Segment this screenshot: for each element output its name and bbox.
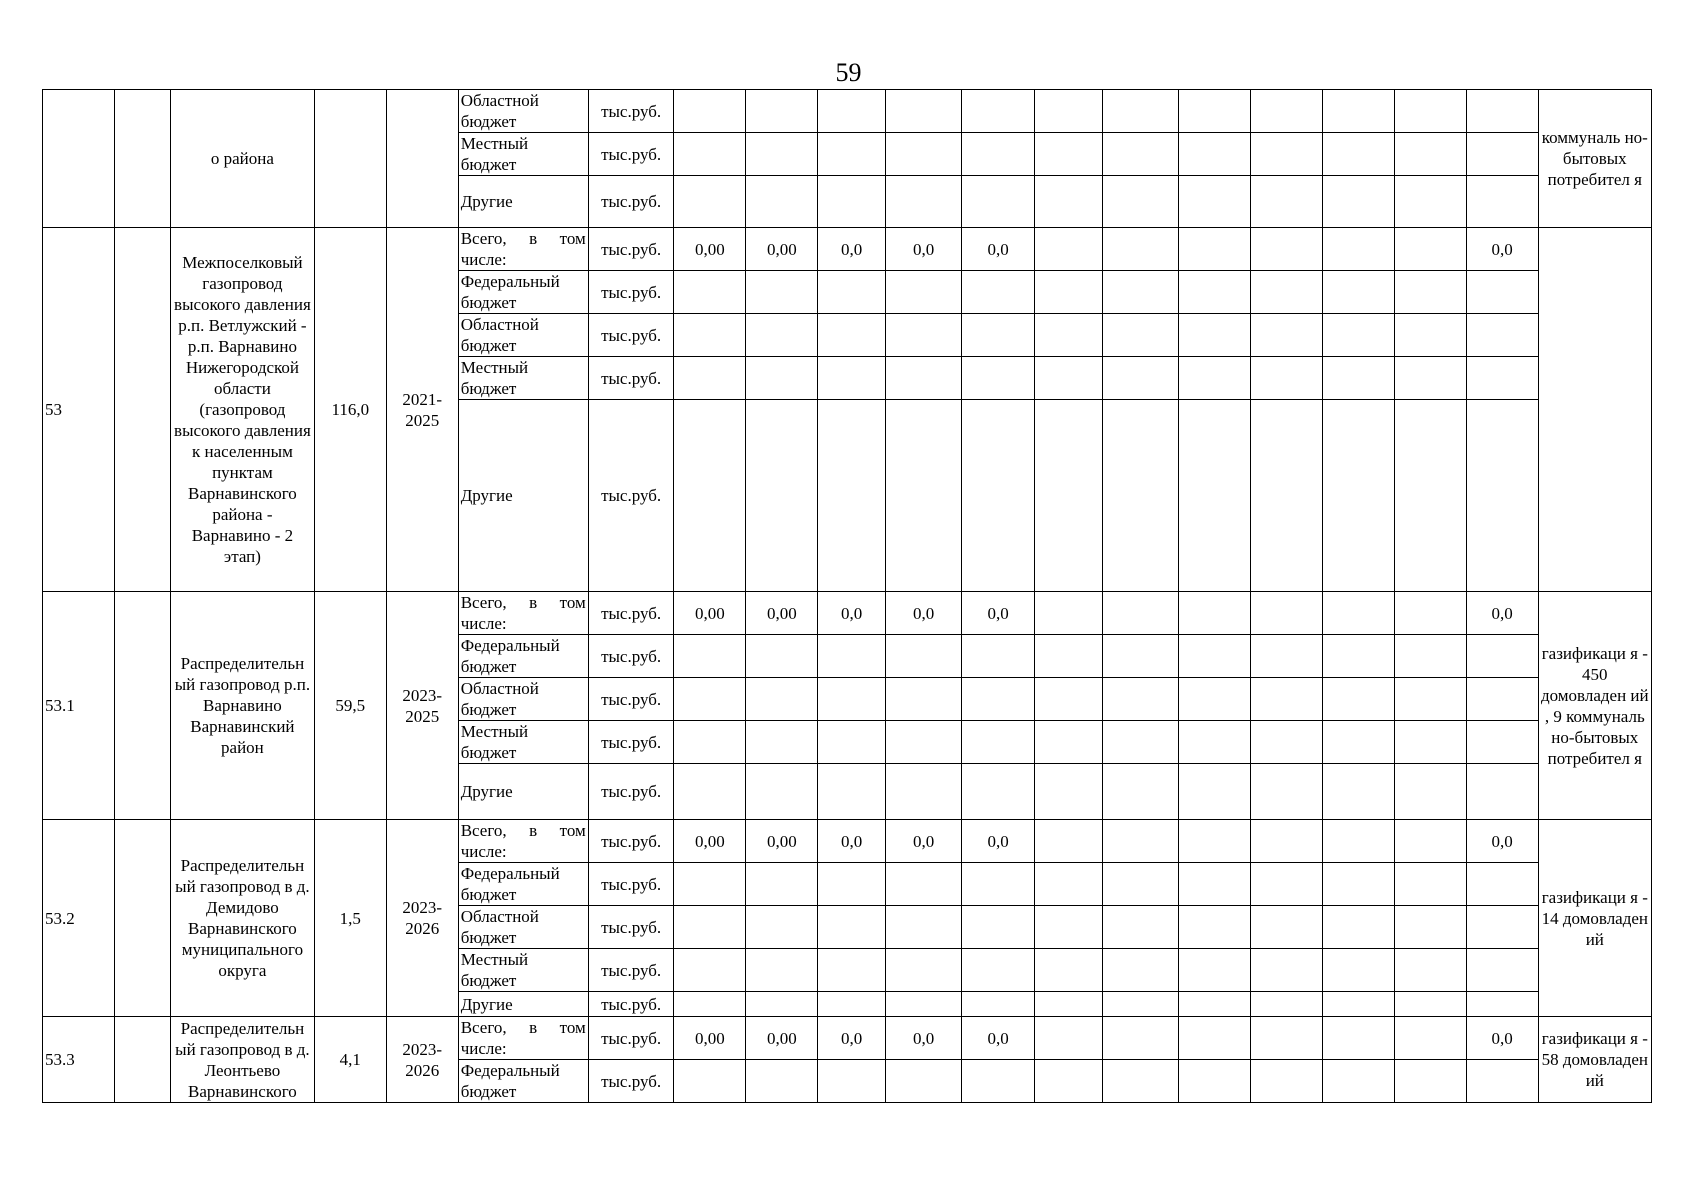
unit-label: тыс.руб. bbox=[588, 271, 674, 314]
page-number: 59 bbox=[835, 58, 862, 87]
source-label: Федеральный бюджет bbox=[458, 271, 588, 314]
object-length: 4,1 bbox=[314, 1017, 386, 1103]
value-cell: 0,00 bbox=[746, 1017, 818, 1060]
object-period: 2023-2026 bbox=[386, 820, 458, 1017]
value-cell: 0,0 bbox=[962, 228, 1035, 271]
result-description bbox=[1538, 228, 1651, 592]
row-number: 53.3 bbox=[43, 1017, 115, 1103]
row-number: 53.2 bbox=[43, 820, 115, 1017]
result-description: газификаци я - 58 домовладен ий bbox=[1538, 1017, 1651, 1103]
value-cell: 0,00 bbox=[674, 592, 746, 635]
value-total-cell: 0,0 bbox=[1466, 592, 1538, 635]
unit-label: тыс.руб. bbox=[588, 863, 674, 906]
source-label: Местный бюджет bbox=[458, 133, 588, 176]
source-label: Другие bbox=[458, 764, 588, 820]
source-label: Другие bbox=[458, 400, 588, 592]
value-cell: 0,00 bbox=[674, 228, 746, 271]
unit-label: тыс.руб. bbox=[588, 133, 674, 176]
value-cell: 0,00 bbox=[674, 1017, 746, 1060]
unit-label: тыс.руб. bbox=[588, 1060, 674, 1103]
source-label: Другие bbox=[458, 992, 588, 1017]
table-row bbox=[43, 820, 1652, 863]
row-number: 53 bbox=[43, 228, 115, 592]
unit-label: тыс.руб. bbox=[588, 635, 674, 678]
value-cell: 0,00 bbox=[746, 228, 818, 271]
unit-label: тыс.руб. bbox=[588, 764, 674, 820]
unit-label: тыс.руб. bbox=[588, 721, 674, 764]
source-label-total: Всего, в том числе: bbox=[458, 228, 588, 271]
value-total-cell: 0,0 bbox=[1466, 228, 1538, 271]
source-label: Местный бюджет bbox=[458, 949, 588, 992]
unit-label: тыс.руб. bbox=[588, 228, 674, 271]
result-description: газификаци я - 14 домовладен ий bbox=[1538, 820, 1651, 1017]
unit-label: тыс.руб. bbox=[588, 820, 674, 863]
row-number: 53.1 bbox=[43, 592, 115, 820]
value-cell: 0,0 bbox=[818, 820, 886, 863]
unit-label: тыс.руб. bbox=[588, 592, 674, 635]
source-label: Областной бюджет bbox=[458, 90, 588, 133]
table-row bbox=[43, 228, 1652, 271]
object-name: Распределительн ый газопровод р.п. Варнавино Варнавинский район bbox=[170, 592, 314, 820]
source-label: Федеральный бюджет bbox=[458, 863, 588, 906]
result-description: коммуналь но-бытовых потребител я bbox=[1538, 90, 1651, 228]
source-label-total: Всего, в том числе: bbox=[458, 820, 588, 863]
value-cell: 0,0 bbox=[818, 1017, 886, 1060]
value-cell: 0,0 bbox=[818, 228, 886, 271]
source-label: Местный бюджет bbox=[458, 721, 588, 764]
object-length: 1,5 bbox=[314, 820, 386, 1017]
budget-table bbox=[42, 89, 1652, 1103]
value-cell: 0,0 bbox=[962, 592, 1035, 635]
unit-label: тыс.руб. bbox=[588, 357, 674, 400]
object-period: 2023-2025 bbox=[386, 592, 458, 820]
source-label: Федеральный бюджет bbox=[458, 635, 588, 678]
unit-label: тыс.руб. bbox=[588, 949, 674, 992]
unit-label: тыс.руб. bbox=[588, 906, 674, 949]
table-row bbox=[43, 592, 1652, 635]
object-name: Распределительн ый газопровод в д. Леонтьево Варнавинского bbox=[170, 1017, 314, 1103]
source-label: Областной бюджет bbox=[458, 314, 588, 357]
source-label: Другие bbox=[458, 176, 588, 228]
object-name: о района bbox=[170, 90, 314, 228]
object-name: Межпоселковый газопровод высокого давления р.п. Ветлужский - р.п. Варнавино Нижегородской области (газопровод высокого давления к населенным пунктам Варнавинского района - Варнавино - 2 этап) bbox=[170, 228, 314, 592]
unit-label: тыс.руб. bbox=[588, 678, 674, 721]
value-cell: 0,0 bbox=[962, 820, 1035, 863]
unit-label: тыс.руб. bbox=[588, 400, 674, 592]
value-cell: 0,0 bbox=[886, 820, 962, 863]
value-cell: 0,0 bbox=[962, 1017, 1035, 1060]
source-label: Областной бюджет bbox=[458, 678, 588, 721]
value-cell: 0,00 bbox=[674, 820, 746, 863]
source-label-total: Всего, в том числе: bbox=[458, 1017, 588, 1060]
object-period: 2023-2026 bbox=[386, 1017, 458, 1103]
value-cell: 0,0 bbox=[818, 592, 886, 635]
value-total-cell: 0,0 bbox=[1466, 820, 1538, 863]
unit-label: тыс.руб. bbox=[588, 90, 674, 133]
result-description: газификаци я - 450 домовладен ий , 9 коммуналь но-бытовых потребител я bbox=[1538, 592, 1651, 820]
source-label-total: Всего, в том числе: bbox=[458, 592, 588, 635]
object-period: 2021-2025 bbox=[386, 228, 458, 592]
unit-label: тыс.руб. bbox=[588, 1017, 674, 1060]
source-label: Федеральный бюджет bbox=[458, 1060, 588, 1103]
value-cell: 0,0 bbox=[886, 228, 962, 271]
object-name: Распределительн ый газопровод в д. Демидово Варнавинского муниципального округа bbox=[170, 820, 314, 1017]
unit-label: тыс.руб. bbox=[588, 992, 674, 1017]
source-label: Местный бюджет bbox=[458, 357, 588, 400]
value-cell: 0,0 bbox=[886, 1017, 962, 1060]
object-length: 116,0 bbox=[314, 228, 386, 592]
unit-label: тыс.руб. bbox=[588, 314, 674, 357]
value-cell: 0,00 bbox=[746, 592, 818, 635]
source-label: Областной бюджет bbox=[458, 906, 588, 949]
value-cell: 0,00 bbox=[746, 820, 818, 863]
value-total-cell: 0,0 bbox=[1466, 1017, 1538, 1060]
unit-label: тыс.руб. bbox=[588, 176, 674, 228]
value-cell: 0,0 bbox=[886, 592, 962, 635]
object-length: 59,5 bbox=[314, 592, 386, 820]
table-row bbox=[43, 1017, 1652, 1060]
table-row bbox=[43, 90, 1652, 133]
